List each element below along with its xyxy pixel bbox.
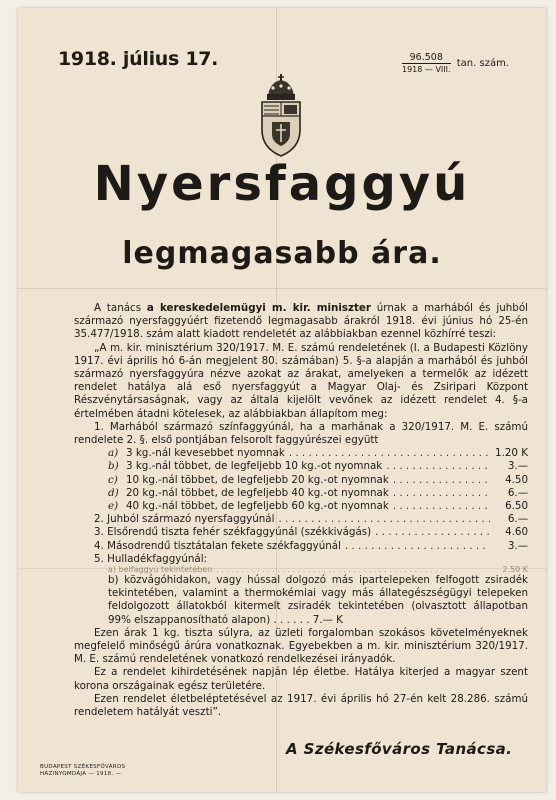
closing-paragraph: Ezen árak 1 kg. tiszta súlyra, az üzleti forgalomban szokásos követelményeknek megfelelő minőségű árúra vonatkoznak. Egyebekben a m. kir. minisztérium 320/1917. M. E. számú rendeletének vonatkozó rendelkezései irányadók.: [74, 626, 528, 666]
price-row: 4. Másodrendű tisztátalan fekete székfaggyúnál . . . 3.—: [74, 540, 528, 553]
price-value: 4.50: [505, 473, 528, 486]
section-5-text: 5. Hulladékfaggyúnál:: [94, 552, 208, 565]
reference-number: [402, 52, 509, 75]
hungarian-coat-of-arms-icon: [258, 74, 304, 158]
closing-paragraph: Ez a rendelet kihirdetésének napján lép életbe. Hatálya kiterjed a magyar szent korona országainak egész területére.: [74, 666, 528, 692]
decree-body: [74, 302, 528, 719]
price-row: d) 20 kg.-nál többet, de legfeljebb 40 kg.-ot nyomnak . . . 6.—: [74, 487, 528, 500]
price-value: 1.20 K: [495, 447, 528, 460]
printer-imprint: BUDAPEST SZÉKESFŐVÁROS HÁZINYOMDÁJA — 1918. —: [40, 764, 126, 777]
poster-subtitle: legmagasabb ára.: [122, 236, 442, 271]
price-row-faded: a) belfaggyú tekintetében . . . 2.50 K: [74, 566, 528, 574]
ref-numerator: 96.508: [402, 52, 451, 64]
poster-sheet: [18, 8, 546, 792]
ref-denominator: 1918 — VIII.: [402, 65, 451, 74]
price-value: 6.50: [505, 500, 528, 513]
fold-line: [18, 288, 546, 289]
price-row: e) 40 kg.-nál többet, de legfeljebb 60 kg.-ot nyomnak . . . 6.50: [74, 500, 528, 513]
decree-paragraph: „A m. kir. minisztérium 320/1917. M. E. számú rendeletének (I. a Budapesti Közlöny 1917. évi április hó 6-án megjelent 80. számában) 5. §-a alapján a marhából és juhból származó nyersfaggyúra nézve azokat az árakat, amelyeken a termelők az idézett rendelet hatálya alá eső nyersfaggyút a Magyar Olaj- és Zsiripari Központ Részvénytársaságnak, vagy az általa kijelölt vevőnek az idézett rendelet 4. §-a értelmében átadni kötelesek, az alábbiakban állapítom meg:: [74, 341, 528, 420]
price-value: 6.—: [507, 513, 528, 526]
price-value: 2.50 K: [502, 566, 528, 575]
price-value: 6.—: [507, 486, 528, 499]
poster-title: Nyersfaggyú: [93, 156, 471, 212]
price-value: 3.—: [507, 539, 528, 552]
price-value: 7.— K: [312, 613, 343, 626]
price-row: b) 3 kg.-nál többet, de legfeljebb 10 kg.-ot nyomnak . . . 3.—: [74, 460, 528, 473]
section-1-text: 1. Marhából származó színfaggyúnál, ha a marhának a 320/1917. M. E. számú rendelete 2. §. első pontjában felsorolt faggyúrészei együtt: [74, 420, 528, 447]
price-row: 2. Juhból származó nyersfaggyúnál . . . 6.—: [74, 513, 528, 526]
price-row: a) 3 kg.-nál kevesebbet nyomnak . . . 1.20 K: [74, 447, 528, 460]
ref-suffix: tan. szám.: [456, 58, 509, 69]
section-5b-text: b) közvágóhidakon, vagy hússal dolgozó más ipartelepeken felfogott zsiradék tekintetében, valamint a thermokémiai vagy más állategészségügyi telepeken feldolgozott állatokból kitermelt zsiradék tekintetében (olvasztott állapotban 99% elszappanosítható alapon) . . . . . . 7.— K: [108, 574, 528, 626]
price-row: 3. Elsőrendű tiszta fehér székfaggyúnál (székkivágás) . . . 4.60: [74, 526, 528, 539]
intro-paragraph: A tanács a kereskedelemügyi m. kir. miniszter úrnak a marhából és juhból származó nyersfaggyúért fizetendő legmagasabb árakról 1918. évi június hó 25-én 35.477/1918. szám alatt kiadott rendeletét az alábbiakban ezennel közhírré teszi:: [74, 302, 528, 341]
price-row: c) 10 kg.-nál többet, de legfeljebb 20 kg.-ot nyomnak . . . 4.50: [74, 474, 528, 487]
poster-date: 1918. július 17.: [58, 48, 219, 70]
price-value: 3.—: [507, 460, 528, 473]
price-value: 4.60: [505, 526, 528, 539]
signature: A Székesfőváros Tanácsa.: [286, 740, 513, 758]
minister-name: a kereskedelemügyi m. kir. miniszter: [146, 302, 371, 314]
closing-paragraph: Ezen rendelet életbeléptetésével az 1917. évi április hó 27-én kelt 28.286. számú rendeletem hatályát veszti”.: [74, 692, 528, 719]
